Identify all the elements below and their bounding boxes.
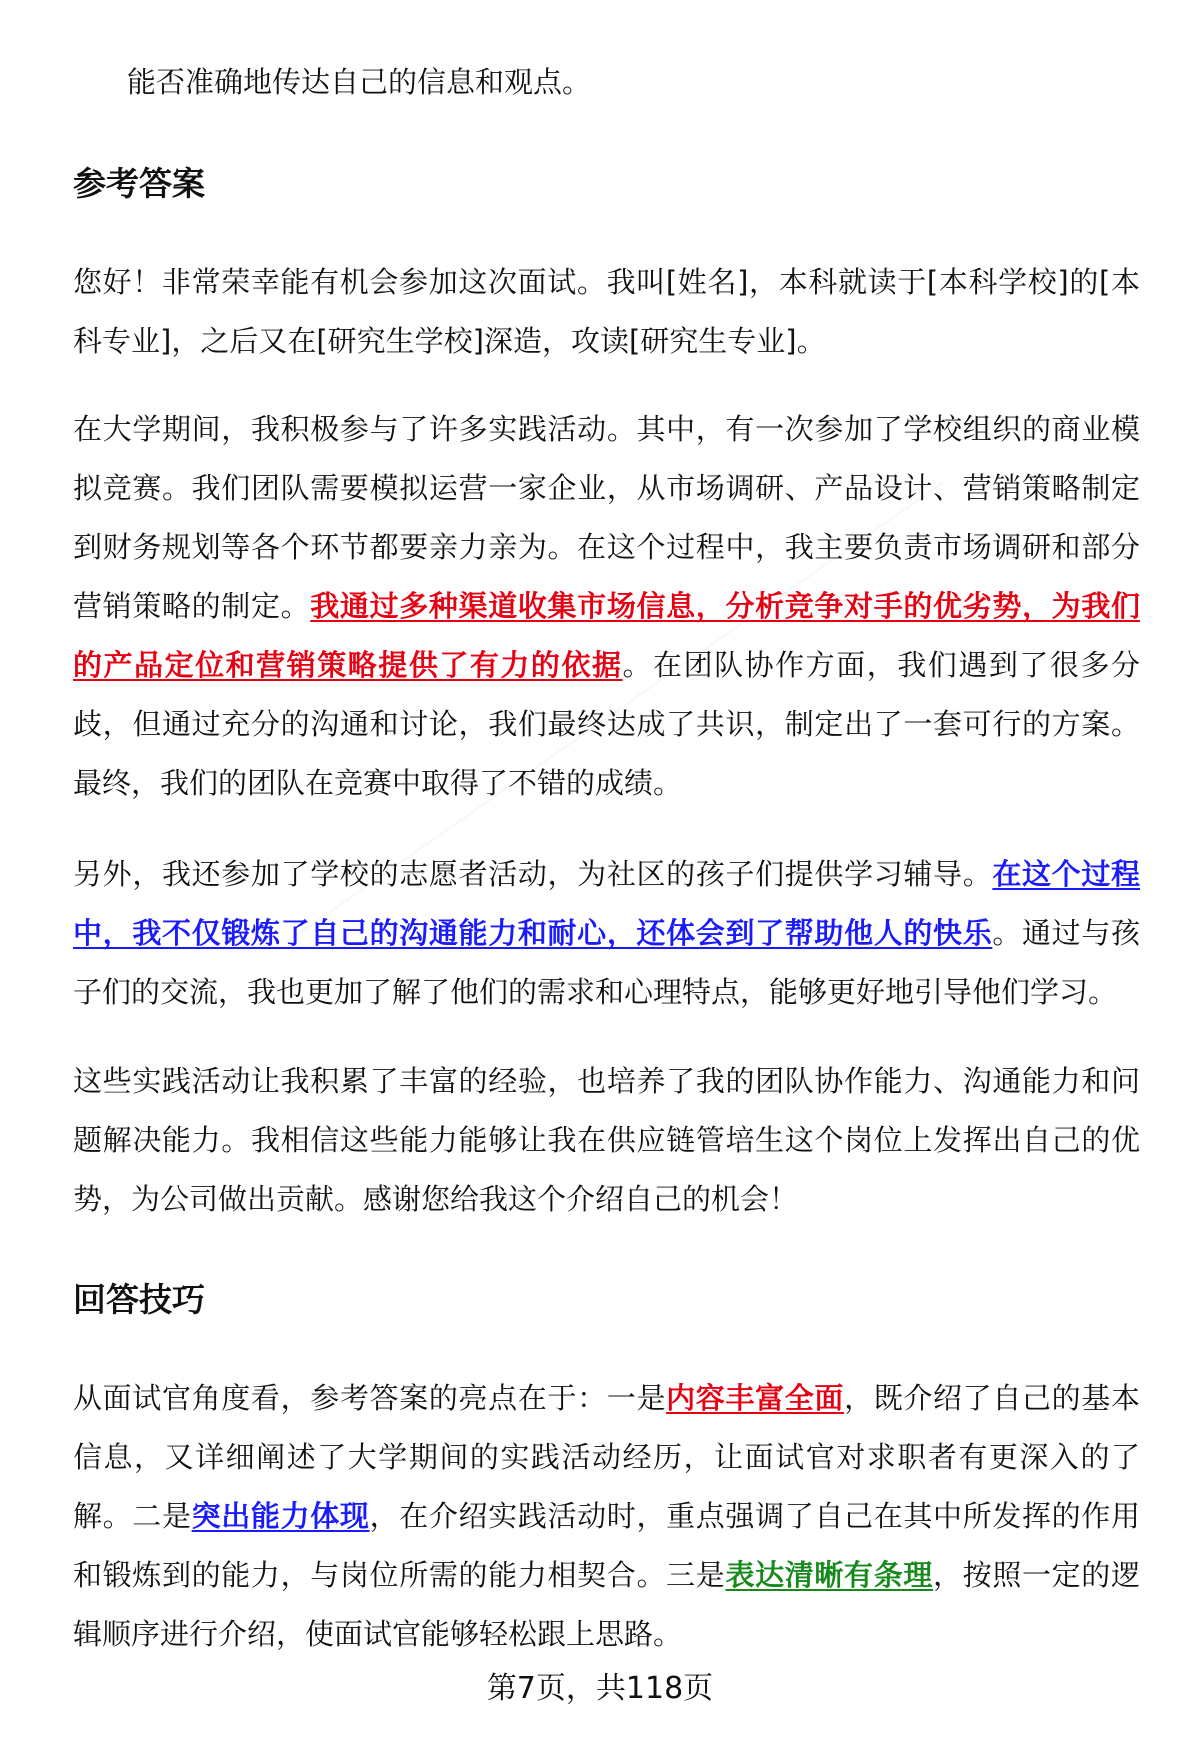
text-segment: ，既介绍了自己的基本信息，又详细阐述了大学期间的实践活动经历，让面试官对求职者有更深入的了解。二是 — [73, 1381, 1140, 1533]
answer-paragraph-4 — [73, 1052, 1140, 1229]
text-segment: ，按照一定的逻辑顺序进行介绍，使面试官能够轻松跟上思路。 — [73, 1558, 1140, 1651]
highlight-blue: 突出能力体现 — [191, 1499, 370, 1533]
highlight-blue: 在这个过程中，我不仅锻炼了自己的沟通能力和耐心，还体会到了帮助他人的快乐 — [73, 857, 1140, 950]
highlight-green: 表达清晰有条理 — [725, 1558, 934, 1592]
text-segment: 从面试官角度看，参考答案的亮点在于：一是 — [73, 1381, 667, 1415]
text-segment: ，在介绍实践活动时，重点强调了自己在其中所发挥的作用和锻炼到的能力，与岗位所需的能力相契合。三是 — [73, 1499, 1140, 1592]
tips-paragraph — [73, 1369, 1140, 1664]
text-segment: 。通过与孩子们的交流，我也更加了解了他们的需求和心理特点，能够更好地引导他们学习。 — [73, 916, 1140, 1009]
highlight-red: 我通过多种渠道收集市场信息，分析竞争对手的优劣势，为我们的产品定位和营销策略提供了有力的依据 — [73, 589, 1140, 682]
text-segment: 您好！非常荣幸能有机会参加这次面试。我叫[姓名]，本科就读于[本科学校]的[本科专业]，之后又在[研究生学校]深造，攻读[研究生专业]。 — [73, 265, 1140, 358]
text-segment: 。在团队协作方面，我们遇到了很多分歧，但通过充分的沟通和讨论，我们最终达成了共识，制定出了一套可行的方案。最终，我们的团队在竞赛中取得了不错的成绩。 — [73, 648, 1140, 800]
intro-line: 能否准确地传达自己的信息和观点。 — [127, 65, 592, 99]
text-segment: 这些实践活动让我积累了丰富的经验，也培养了我的团队协作能力、沟通能力和问题解决能力。我相信这些能力能够让我在供应链管培生这个岗位上发挥出自己的优势，为公司做出贡献。感谢您给我这个介绍自己的机会！ — [73, 1064, 1140, 1216]
answer-paragraph-1 — [73, 253, 1140, 371]
answer-paragraph-2 — [73, 400, 1140, 813]
answer-paragraph-3 — [73, 845, 1140, 1022]
text-segment: 在大学期间，我积极参与了许多实践活动。其中，有一次参加了学校组织的商业模拟竞赛。我们团队需要模拟运营一家企业，从市场调研、产品设计、营销策略制定到财务规划等各个环节都要亲力亲为。在这个过程中，我主要负责市场调研和部分营销策略的制定。 — [73, 412, 1140, 623]
answer-tips-heading: 回答技巧 — [73, 1280, 205, 1319]
reference-answer-heading: 参考答案 — [73, 164, 205, 203]
highlight-red: 内容丰富全面 — [666, 1381, 845, 1415]
text-segment: 另外，我还参加了学校的志愿者活动，为社区的孩子们提供学习辅导。 — [73, 857, 993, 891]
page-number: 第7页，共118页 — [486, 1671, 714, 1706]
